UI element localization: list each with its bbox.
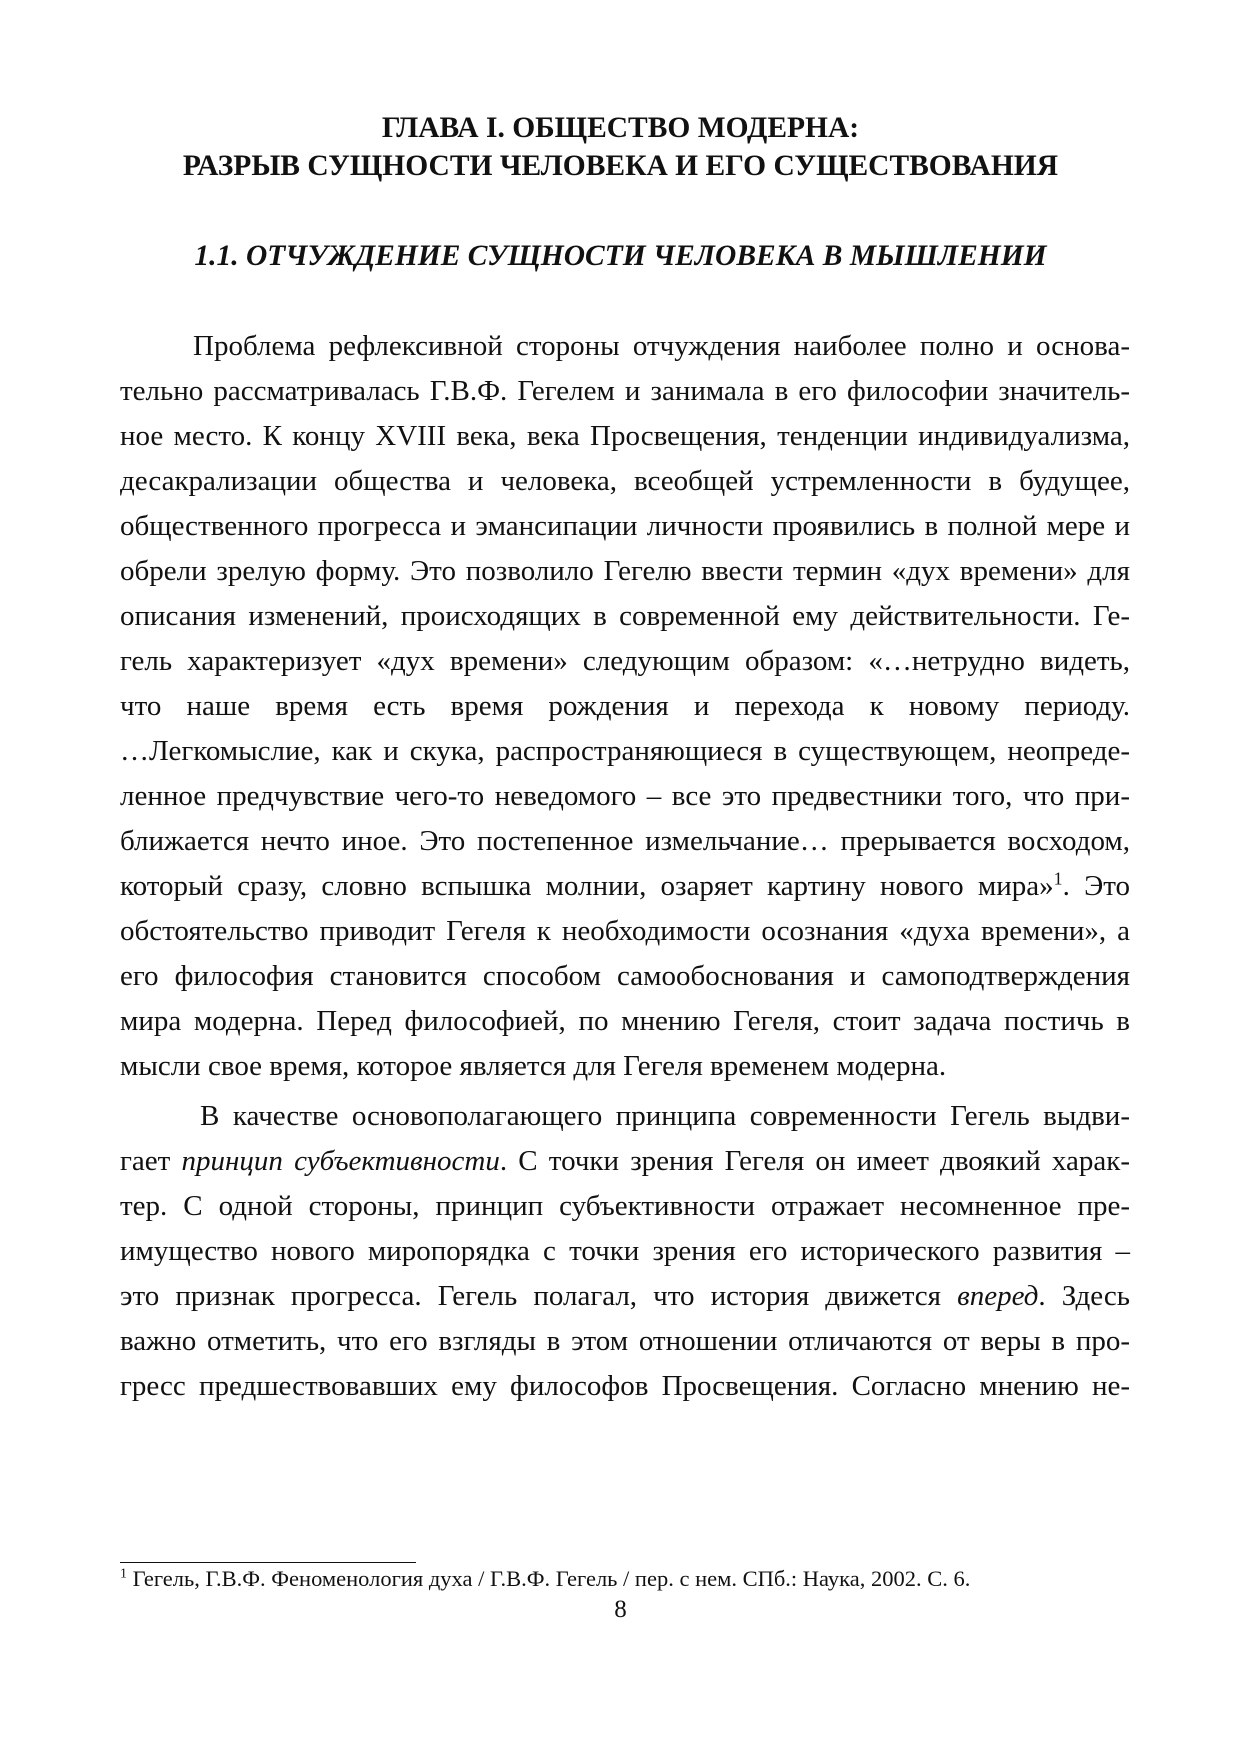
line-text: гает xyxy=(120,1145,182,1177)
chapter-title-line-1: ГЛАВА I. ОБЩЕСТВО МОДЕРНА: xyxy=(381,112,860,144)
paragraph-line: обрели зрелую форму. Это позволило Гегелю ввести термин «дух времени» для xyxy=(120,555,1130,587)
paragraph-line: гресс предшествовавших ему философов Просвещения. Согласно мнению не- xyxy=(120,1370,1130,1402)
paragraph-line: десакрализации общества и человека, всеобщей устремленности в будущее, xyxy=(120,465,1130,497)
paragraph-line: общественного прогресса и эмансипации личности проявились в полной мере и xyxy=(120,510,1130,542)
paragraph-line: гель характеризует «дух времени» следующим образом: «…нетрудно видеть, xyxy=(120,645,1130,677)
chapter-title-line-2: РАЗРЫВ СУЩНОСТИ ЧЕЛОВЕКА И ЕГО СУЩЕСТВОВАНИЯ xyxy=(182,150,1059,182)
paragraph-line: его философия становится способом самообоснования и самоподтверждения xyxy=(120,960,1130,992)
page-number: 8 xyxy=(614,1596,627,1623)
paragraph-line xyxy=(120,1276,1130,1316)
paragraph-line xyxy=(120,1141,1130,1181)
paragraph-line xyxy=(120,866,1130,906)
paragraph-line: ленное предчувствие чего-то неведомого – все это предвестники того, что при- xyxy=(120,780,1130,812)
footnote-text: Гегель, Г.В.Ф. Феноменология духа / Г.В.Ф. Гегель / пер. с нем. СПб.: Наука, 2002. С. 6. xyxy=(126,1566,971,1591)
paragraph-line: мысли свое время, которое является для Гегеля временем модерна. xyxy=(120,1050,947,1082)
paragraph-line: важно отметить, что его взгляды в этом отношении отличаются от веры в про- xyxy=(120,1325,1130,1357)
line-text: это признак прогресса. Гегель полагал, что история движется xyxy=(120,1280,958,1312)
emphasis-text: принцип субъективности xyxy=(181,1145,500,1177)
paragraph-line: В качестве основополагающего принципа современности Гегель выдви- xyxy=(200,1100,1130,1132)
paragraph-line: что наше время есть время рождения и перехода к новому периоду. xyxy=(120,690,1130,722)
footnote xyxy=(120,1566,970,1592)
line-text: . Это xyxy=(1062,870,1131,902)
section-title: 1.1. ОТЧУЖДЕНИЕ СУЩНОСТИ ЧЕЛОВЕКА В МЫШЛЕНИИ xyxy=(194,240,1047,272)
paragraph-line: тельно рассматривалась Г.В.Ф. Гегелем и занимала в его философии значитель- xyxy=(120,375,1130,407)
footnote-reference[interactable]: 1 xyxy=(1053,868,1063,889)
emphasis-text: вперед xyxy=(957,1280,1039,1312)
line-text: . С точки зрения Гегеля он имеет двоякий харак- xyxy=(499,1145,1131,1177)
paragraph-line: ближается нечто иное. Это постепенное измельчание… прерывается восходом, xyxy=(120,825,1130,857)
paragraph-line: Проблема рефлексивной стороны отчуждения наиболее полно и основа- xyxy=(193,330,1130,362)
paragraph-line: …Легкомыслие, как и скука, распространяющиеся в существующем, неопреде- xyxy=(120,735,1130,767)
paragraph-line: тер. С одной стороны, принцип субъективности отражает несомненное пре- xyxy=(120,1190,1130,1222)
paragraph-line: обстоятельство приводит Гегеля к необходимости осознания «духа времени», а xyxy=(120,915,1130,947)
paragraph-line: имущество нового миропорядка с точки зрения его исторического развития – xyxy=(120,1235,1130,1267)
footnote-marker: 1 xyxy=(120,1566,127,1582)
paragraph-line: мира модерна. Перед философией, по мнению Гегеля, стоит задача постичь в xyxy=(120,1005,1130,1037)
line-text: который сразу, словно вспышка молнии, озаряет картину нового мира» xyxy=(120,870,1054,902)
line-text: . Здесь xyxy=(1038,1280,1130,1312)
paragraph-line: описания изменений, происходящих в современной ему действительности. Ге- xyxy=(120,600,1130,632)
paragraph-line: ное место. К концу XVIII века, века Просвещения, тенденции индивидуализма, xyxy=(120,420,1130,452)
footnote-separator xyxy=(120,1562,416,1563)
